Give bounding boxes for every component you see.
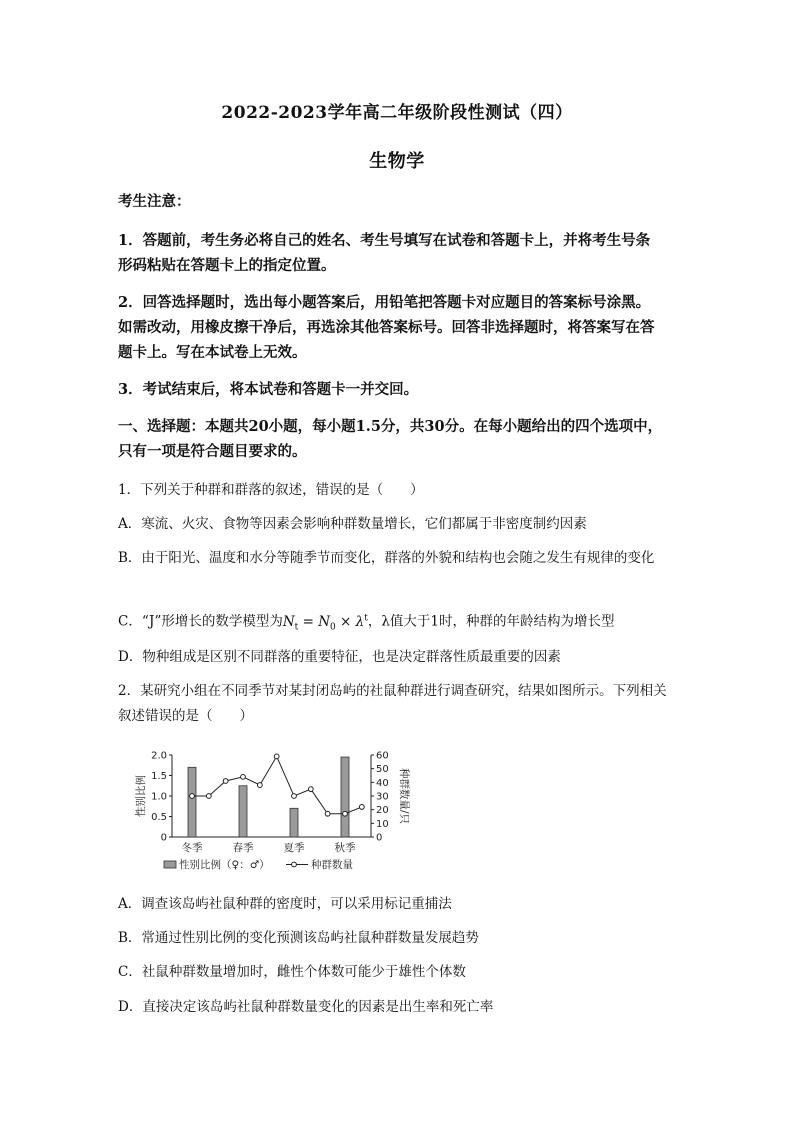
legend-line-label: 种群数量 [311,859,353,871]
season-label: 秋季 [334,842,356,854]
population-point [359,805,364,810]
notice-heading: 考生注意： [118,193,191,210]
q1-option-c-prefix: C．“J”形增长的数学模型为 [118,613,283,630]
formula-n: N [282,613,295,630]
formula-n0: N [318,613,331,630]
q1-option-b: B．由于阳光、温度和水分等随季节而变化，群落的外貌和结构也会随之发生有规律的变化 [118,550,655,566]
population-line [192,756,362,813]
right-tick-label: 0 [376,832,383,844]
population-point [257,783,262,788]
left-tick-label: 0.5 [151,812,167,823]
subject-title: 生物学 [369,151,425,172]
population-point [308,787,313,792]
formula-sup-t: t [364,613,368,623]
right-tick-label: 30 [376,791,389,803]
population-point [223,779,228,784]
legend-bar-label: 性别比例（♀：♂） [179,859,270,871]
growth-formula [282,613,368,633]
formula-times-lambda: × λ [335,613,365,630]
q1-stem: 1．下列关于种群和群落的叙述，错误的是（ ） [118,482,424,498]
right-tick-label: 60 [376,750,389,762]
q2-option-a: A．调查该岛屿社鼠种群的密度时，可以采用标记重捕法 [118,896,452,912]
q1-option-c [118,606,678,640]
notice-item-3: 3．考试结束后，将本试卷和答题卡一并交回。 [118,381,419,398]
notice-item-1: 1．答题前，考生务必将自己的姓名、考生号填写在试卷和答题卡上，并将考生号条形码粘贴在答题卡上的指定位置。 [118,232,651,274]
q2-option-c: C．社鼠种群数量增加时，雌性个体数可能少于雄性个体数 [118,964,466,980]
population-point [325,811,330,816]
q1-option-d: D．物种组成是区别不同群落的重要特征，也是决定群落性质最重要的因素 [118,649,561,665]
formula-sub-t: t [294,622,299,633]
season-chart [118,742,408,882]
q2-stem: 2．某研究小组在不同季节对某封闭岛屿的社鼠种群进行调查研究，结果如图所示。下列相关叙述错误的是（ ） [118,683,667,724]
section-heading: 一、选择题：本题共20小题，每小题1.5分，共30分。在每小题给出的四个选项中，只有一项是符合题目要求的。 [118,418,663,460]
sex-ratio-bar [188,767,196,837]
legend-line-marker [292,862,297,867]
q2-option-d: D．直接决定该岛屿社鼠种群数量变化的因素是出生率和死亡率 [118,999,494,1015]
sex-ratio-bar [341,757,349,837]
right-tick-label: 40 [376,777,389,789]
right-tick-label: 50 [376,764,389,776]
q2-option-b: B．常通过性别比例的变化预测该岛屿社鼠种群数量发展趋势 [118,930,479,946]
notice-item-2: 2．回答选择题时，选出每小题答案后，用铅笔把答题卡对应题目的答案标号涂黑。如需改动，用橡皮擦干净后，再选涂其他答案标号。回答非选择题时，将答案写在答题卡上。写在本试卷上无效。 [118,294,655,361]
population-point [343,811,348,816]
q1-option-a: A．寒流、火灾、食物等因素会影响种群数量增长，它们都属于非密度制约因素 [118,516,587,532]
left-tick-label: 1.5 [151,771,167,782]
legend-bar-swatch [164,861,176,868]
right-axis-label: 种群数量/只 [398,767,410,825]
population-point [292,794,297,799]
season-label: 春季 [232,842,254,854]
formula-sub-0: 0 [330,622,336,633]
sex-ratio-bar [290,808,298,837]
season-label: 夏季 [283,842,305,854]
exam-title: 2022-2023学年高二年级阶段性测试（四） [221,103,573,123]
q1-option-c-suffix: ，λ值大于1时，种群的年龄结构为增长型 [367,613,615,630]
left-tick-label: 0 [160,832,167,844]
population-point [241,774,246,779]
sex-ratio-bar [239,786,247,837]
left-axis-label: 性别比例 [135,775,147,817]
population-point [190,794,195,799]
right-tick-label: 10 [376,818,389,830]
population-point [274,754,279,759]
formula-eq: = [298,613,319,630]
left-tick-label: 1.0 [151,791,167,803]
season-label: 冬季 [181,842,203,854]
right-tick-label: 20 [376,805,389,817]
left-tick-label: 2.0 [151,750,167,762]
population-point [206,794,211,799]
